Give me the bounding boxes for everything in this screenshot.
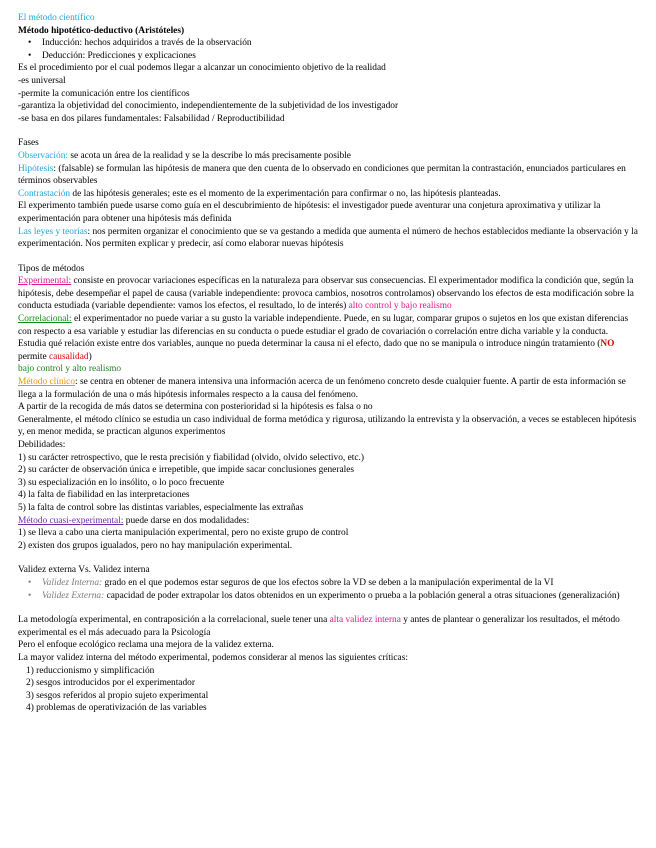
type-correlacional: Correlacional: el experimentador no puede variar a su gusto la variable independiente. Puede, en su lugar, comparar grupos o sujetos en los que existan diferencias con respecto a esa variable y estudiar las diferencias en su conducta o puede estudiar el grado de covariación o correlación entre dicha variable y la conducta. Estudia qué relación existe entre dos variables, aunque no pueda determinar la causa ni el efecto, dado que no se manipula o introduce ningún tratamiento (NO permite causalidad)	[18, 314, 629, 362]
bullet-icon: •	[28, 590, 32, 601]
procedure-line: -es universal	[18, 75, 66, 86]
critica-item: 4) problemas de operativización de las variables	[26, 703, 207, 714]
critica-item: 2) sesgos introducidos por el experimentador	[26, 678, 195, 689]
debilidad-item: 5) la falta de control sobre las distintas variables, especialmente las extrañas	[18, 502, 304, 513]
debilidades-title: Debilidades:	[18, 440, 66, 450]
phase-hipotesis: Hipótesis: (falsable) se formulan las hipótesis de manera que den cuenta de lo observado en condiciones que permitan la contrastación, enunciados particulares en términos observables	[18, 163, 626, 187]
procedure-line: -garantiza la objetividad del conocimiento, independientemente de la subjetividad de los investigador	[18, 101, 399, 112]
critica-item: 3) sesgos referidos al propio sujeto experimental	[26, 690, 209, 701]
type-cuasi: Método cuasi-experimental: puede darse en dos modalidades:	[18, 515, 250, 526]
method-bullet: • Deducción: Predicciones y explicaciones	[28, 50, 196, 61]
cuasi-item: 1) se lleva a cabo una cierta manipulación experimental, pero no existe grupo de control	[18, 528, 349, 539]
debilidad-item: 2) su carácter de observación única e irrepetible, que impide sacar conclusiones generales	[18, 465, 355, 476]
phase-contrastacion: Contrastación de las hipótesis generales; este es el momento de la experimentación para confirmar o no, las hipótesis planteadas.	[18, 188, 501, 199]
debilidad-item: 1) su carácter retrospectivo, que le resta precisión y fiabilidad (olvido, olvido selectivo, etc.)	[18, 452, 364, 463]
bullet-icon: •	[28, 577, 32, 588]
bullet-icon: •	[28, 38, 32, 49]
debilidad-item: 4) la falta de fiabilidad en las interpretaciones	[18, 490, 190, 501]
clinico-line: Generalmente, el método clínico se estudia un caso individual de forma metódica y rigurosa, utilizando la entrevista y la observación, a veces se establecen hipótesis y, en menor medida, se practican algunos experimentos	[18, 414, 637, 438]
bullet-icon: •	[28, 50, 32, 61]
validity-externa: • Validez Externa: capacidad de poder extrapolar los datos obtenidos en un experimento o prueba a la población general a otras situaciones (generalización)	[28, 590, 620, 601]
method-bullet: • Inducción: hechos adquiridos a través de la observación	[28, 38, 252, 49]
critica-item: 1) reduccionismo y simplificación	[26, 665, 155, 676]
correlacional-tag: bajo control y alto realismo	[18, 364, 122, 375]
validity-title: Validez externa Vs. Validez interna	[18, 565, 150, 576]
procedure-line: -se basa en dos pilares fundamentales: Falsabilidad / Reproductibilidad	[18, 113, 285, 124]
phases-title: Fases	[18, 138, 39, 149]
closing-paragraph: La metodología experimental, en contraposición a la correlacional, suele tener una alta validez interna y antes de plantear o generalizar los resultados, el método experimental es el más adecuado para la Psicología	[18, 615, 620, 638]
document-title: El método científico	[18, 13, 95, 23]
validity-interna: • Validez Interna: grado en el que podemos estar seguros de que los efectos sobre la VD se deben a la manipulación experimental de la VI	[28, 577, 554, 588]
clinico-line: A partir de la recogida de más datos se determina con posterioridad si la hipótesis es falsa o no	[18, 402, 373, 413]
phase-contrastacion-extra: El experimento también puede usarse como guía en el descubrimiento de hipótesis: el investigador puede aventurar una conjetura aproximativa y utilizar la experimentación para obtener una hipótesis más definida	[18, 201, 601, 224]
method-title: Método hipotético-deductivo (Aristóteles)	[18, 25, 185, 36]
procedure-line: Es el procedimiento por el cual podemos llegar a alcanzar un conocimiento objetivo de la realidad	[18, 63, 386, 74]
closing-line: La mayor validez interna del método experimental, podemos considerar al menos las siguientes críticas:	[18, 652, 408, 663]
types-title: Tipos de métodos	[18, 263, 85, 274]
phase-leyes: Las leyes y teorías: nos permiten organizar el conocimiento que se va gestando a medida que aumenta el número de hechos establecidos mediante la observación y la experimentación. Nos permiten explicar y predecir, así como elaborar nuevas hipótesis	[18, 226, 638, 250]
closing-line: Pero el enfoque ecológico reclama una mejora de la validez externa.	[18, 640, 274, 651]
cuasi-item: 2) existen dos grupos igualados, pero no hay manipulación experimental.	[18, 540, 293, 551]
procedure-line: -permite la comunicación entre los científicos	[18, 88, 190, 99]
phase-observacion: Observación: se acota un área de la realidad y se la describe lo más precisamente posible	[18, 150, 351, 161]
type-experimental: Experimental: consiste en provocar variaciones específicas en la naturaleza para observar sus consecuencias. El experimentador modifica la condición que, según la hipótesis, debe desempeñar el papel de causa (variable independiente: provoca cambios, nosotros controlamos) observando los efectos de esta modificación sobre la conducta estudiada (variable dependiente: vamos los efectos, el resultado, lo de interés) alto control y bajo realismo	[18, 276, 634, 312]
debilidad-item: 3) su especialización en lo insólito, o lo poco frecuente	[18, 477, 225, 488]
document-page	[18, 12, 638, 715]
type-clinico: Método clínico: se centra en obtener de manera intensiva una información acerca de un fenómeno concreto desde cualquier fuente. A partir de esta información se llega a la formulación de una o más hipótesis informales respecto a la causa del fenómeno.	[18, 377, 626, 400]
